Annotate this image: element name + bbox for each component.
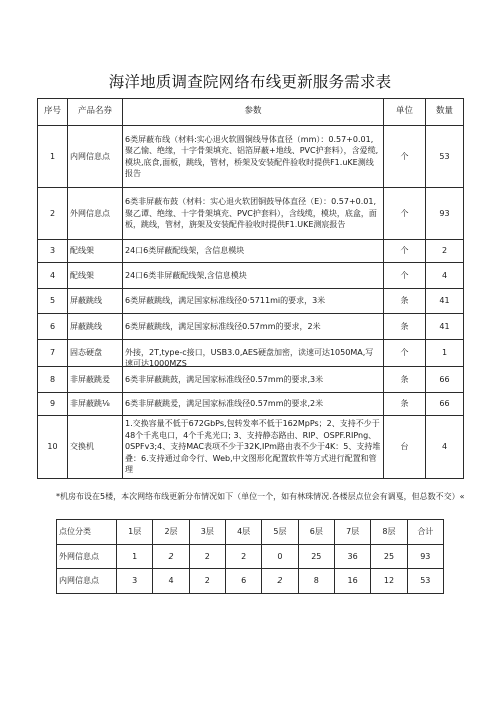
dist-header-floor: 4层 <box>225 520 261 545</box>
row-no: 2 <box>38 188 68 240</box>
distribution-row <box>57 569 444 594</box>
row-product: 屏蔽跳线 <box>68 289 123 314</box>
dist-cell: 2 <box>189 569 225 594</box>
dist-header-category: 点位分类 <box>57 520 117 545</box>
dist-header-floor: 5层 <box>262 520 298 545</box>
row-params: 1.交换容量不低于672GbPs,包转发率不低于162MpPs；2、支持不少于48个千兆电口，4个千兆光口; 3、支持静态路由、RIP、OSPF.RIPng、0SPFv3;4、支持MAC表项不少于32K,IPm路由表不少于4K：5、支持堆叠：6.支持通过命令行、Web,中文图形化配置软件等方式进行配置和管理 <box>123 416 384 479</box>
row-qty: 66 <box>426 393 464 416</box>
row-params: 6类屏蔽跳线，满足国家标准线径0.57mm的要求，2米 <box>123 314 384 340</box>
dist-cell: 2 <box>189 544 225 569</box>
row-qty: 2 <box>426 240 464 263</box>
dist-cell: 0 <box>262 544 298 569</box>
row-no: 8 <box>38 367 68 393</box>
table-row <box>38 126 464 188</box>
table-row <box>38 393 464 416</box>
dist-cell: 2 <box>262 569 298 594</box>
row-params: 24口6类屏蔽配线架，含信息模块 <box>123 240 384 263</box>
table-header-row <box>38 99 464 126</box>
distribution-header-row <box>57 520 444 545</box>
dist-cell-total: 93 <box>407 544 443 569</box>
row-product: 内网信息点 <box>68 126 123 188</box>
row-product: 配线架 <box>68 263 123 289</box>
row-product-text: 非屏蔽跳爰 <box>70 375 110 384</box>
dist-cell: 6 <box>225 569 261 594</box>
row-qty: 41 <box>426 314 464 340</box>
row-product: 屏蔽跳线 <box>68 314 123 340</box>
row-no: 1 <box>38 126 68 188</box>
dist-header-floor: 1层 <box>117 520 153 545</box>
dist-header-total: 合计 <box>407 520 443 545</box>
distribution-table <box>56 519 444 594</box>
row-unit: 条 <box>384 314 426 340</box>
col-header-unit: 单位 <box>384 99 426 126</box>
row-unit: 个 <box>384 263 426 289</box>
row-qty: 41 <box>426 289 464 314</box>
row-unit: 个 <box>384 188 426 240</box>
row-params: 6类屏蔽布线（材料:实心退火软圆铜线导体直径（mm）：0.57+0.01,聚乙愉、绝缘，十字骨架填充、铝箔屏蔽+地线、PVC护套料），含爱缆,模块,底食,面板，跳线，管材，桥架及安装配件验收时提供F1.uKE测线报告 <box>123 126 384 188</box>
distribution-row <box>57 544 444 569</box>
row-unit: 台 <box>384 416 426 479</box>
row-params: 24口6类非屏蔽配线架,含信息模块 <box>123 263 384 289</box>
row-product: 非屏蔽跳⅛ <box>68 393 123 416</box>
row-no: 10 <box>38 416 68 479</box>
row-qty: 1 <box>426 340 464 367</box>
page-title: 海洋地质调查院网络布线更新服务需求表 <box>108 73 392 91</box>
dist-header-floor: 8层 <box>371 520 407 545</box>
row-qty: 53 <box>426 126 464 188</box>
row-product <box>68 367 123 393</box>
dist-cell: 1 <box>117 544 153 569</box>
row-unit: 条 <box>384 367 426 393</box>
dist-cell: 8 <box>298 569 334 594</box>
row-params: 6类非屏蔽跳爰，满足国家标准线径0.57mm的要求,2米 <box>123 393 384 416</box>
dist-row-label: 外网信息点 <box>57 544 117 569</box>
row-qty: 66 <box>426 367 464 393</box>
row-params: 6类屏蔽跳线，满足国家标准线径0·5711mi的要求，3米 <box>123 289 384 314</box>
dist-cell-total: 53 <box>407 569 443 594</box>
row-no: 9 <box>38 393 68 416</box>
row-params: 6类非屏蔽跳鼓，满足国家标准线径0.57mm的要求,3米 <box>123 367 384 393</box>
dist-cell: 12 <box>371 569 407 594</box>
dist-cell: 4 <box>153 569 189 594</box>
row-params-text: 外接，2T,type-c接口，USB3.0,AES硬盘加密，读速可达1050MA,写速可达1000MZS <box>125 347 374 368</box>
table-row <box>38 416 464 479</box>
table-row <box>38 188 464 240</box>
col-header-no: 序号 <box>38 99 68 126</box>
row-product: 固态硬盘 <box>68 340 123 367</box>
col-header-product: 产品名券 <box>68 99 123 126</box>
row-qty: 4 <box>426 263 464 289</box>
table-row <box>38 367 464 393</box>
col-header-params: 参数 <box>123 99 384 126</box>
table-row <box>38 263 464 289</box>
dist-header-floor: 7层 <box>334 520 370 545</box>
row-unit: 个 <box>384 126 426 188</box>
row-unit: 个 <box>384 240 426 263</box>
row-unit: 个 <box>384 340 426 367</box>
table-row <box>38 289 464 314</box>
dist-cell: 25 <box>371 544 407 569</box>
dist-cell: 3 <box>117 569 153 594</box>
dist-cell: 16 <box>334 569 370 594</box>
row-qty: 4 <box>426 416 464 479</box>
row-qty: 93 <box>426 188 464 240</box>
distribution-note: *机房布设在5楼，本次网络布线更新分布情况如下（单位一个，如有林珠情况.各楼层点位会有调戛，但总数不交）« <box>56 492 465 501</box>
row-no: 5 <box>38 289 68 314</box>
requirements-table <box>37 98 464 479</box>
row-unit: 条 <box>384 289 426 314</box>
dist-header-floor: 2层 <box>153 520 189 545</box>
dist-header-floor: 6层 <box>298 520 334 545</box>
row-params <box>123 340 384 367</box>
row-unit: 条 <box>384 393 426 416</box>
row-params: 6类非屏蔽布鼓（材料：实心退火软团铜鼓导体直径（E）：0.57+0.01,聚乙谭、绝缘、十字骨架填充、PVC护套料），含线缆，模块，底盒，面板，跳线，管材，旃架及安装配件验收时提供F1.UKE测宸报告 <box>123 188 384 240</box>
table-row <box>38 314 464 340</box>
dist-header-floor: 3层 <box>189 520 225 545</box>
row-product: 配线架 <box>68 240 123 263</box>
dist-cell: 36 <box>334 544 370 569</box>
dist-row-label: 内网信息点 <box>57 569 117 594</box>
table-row <box>38 240 464 263</box>
row-no: 4 <box>38 263 68 289</box>
table-row <box>38 340 464 367</box>
row-no: 6 <box>38 314 68 340</box>
row-product: 外网信息点 <box>68 188 123 240</box>
row-no: 7 <box>38 340 68 367</box>
col-header-qty: 数量 <box>426 99 464 126</box>
dist-cell: 2 <box>225 544 261 569</box>
dist-cell: 25 <box>298 544 334 569</box>
row-product: 交换机 <box>68 416 123 479</box>
dist-cell: 2 <box>153 544 189 569</box>
row-no: 3 <box>38 240 68 263</box>
